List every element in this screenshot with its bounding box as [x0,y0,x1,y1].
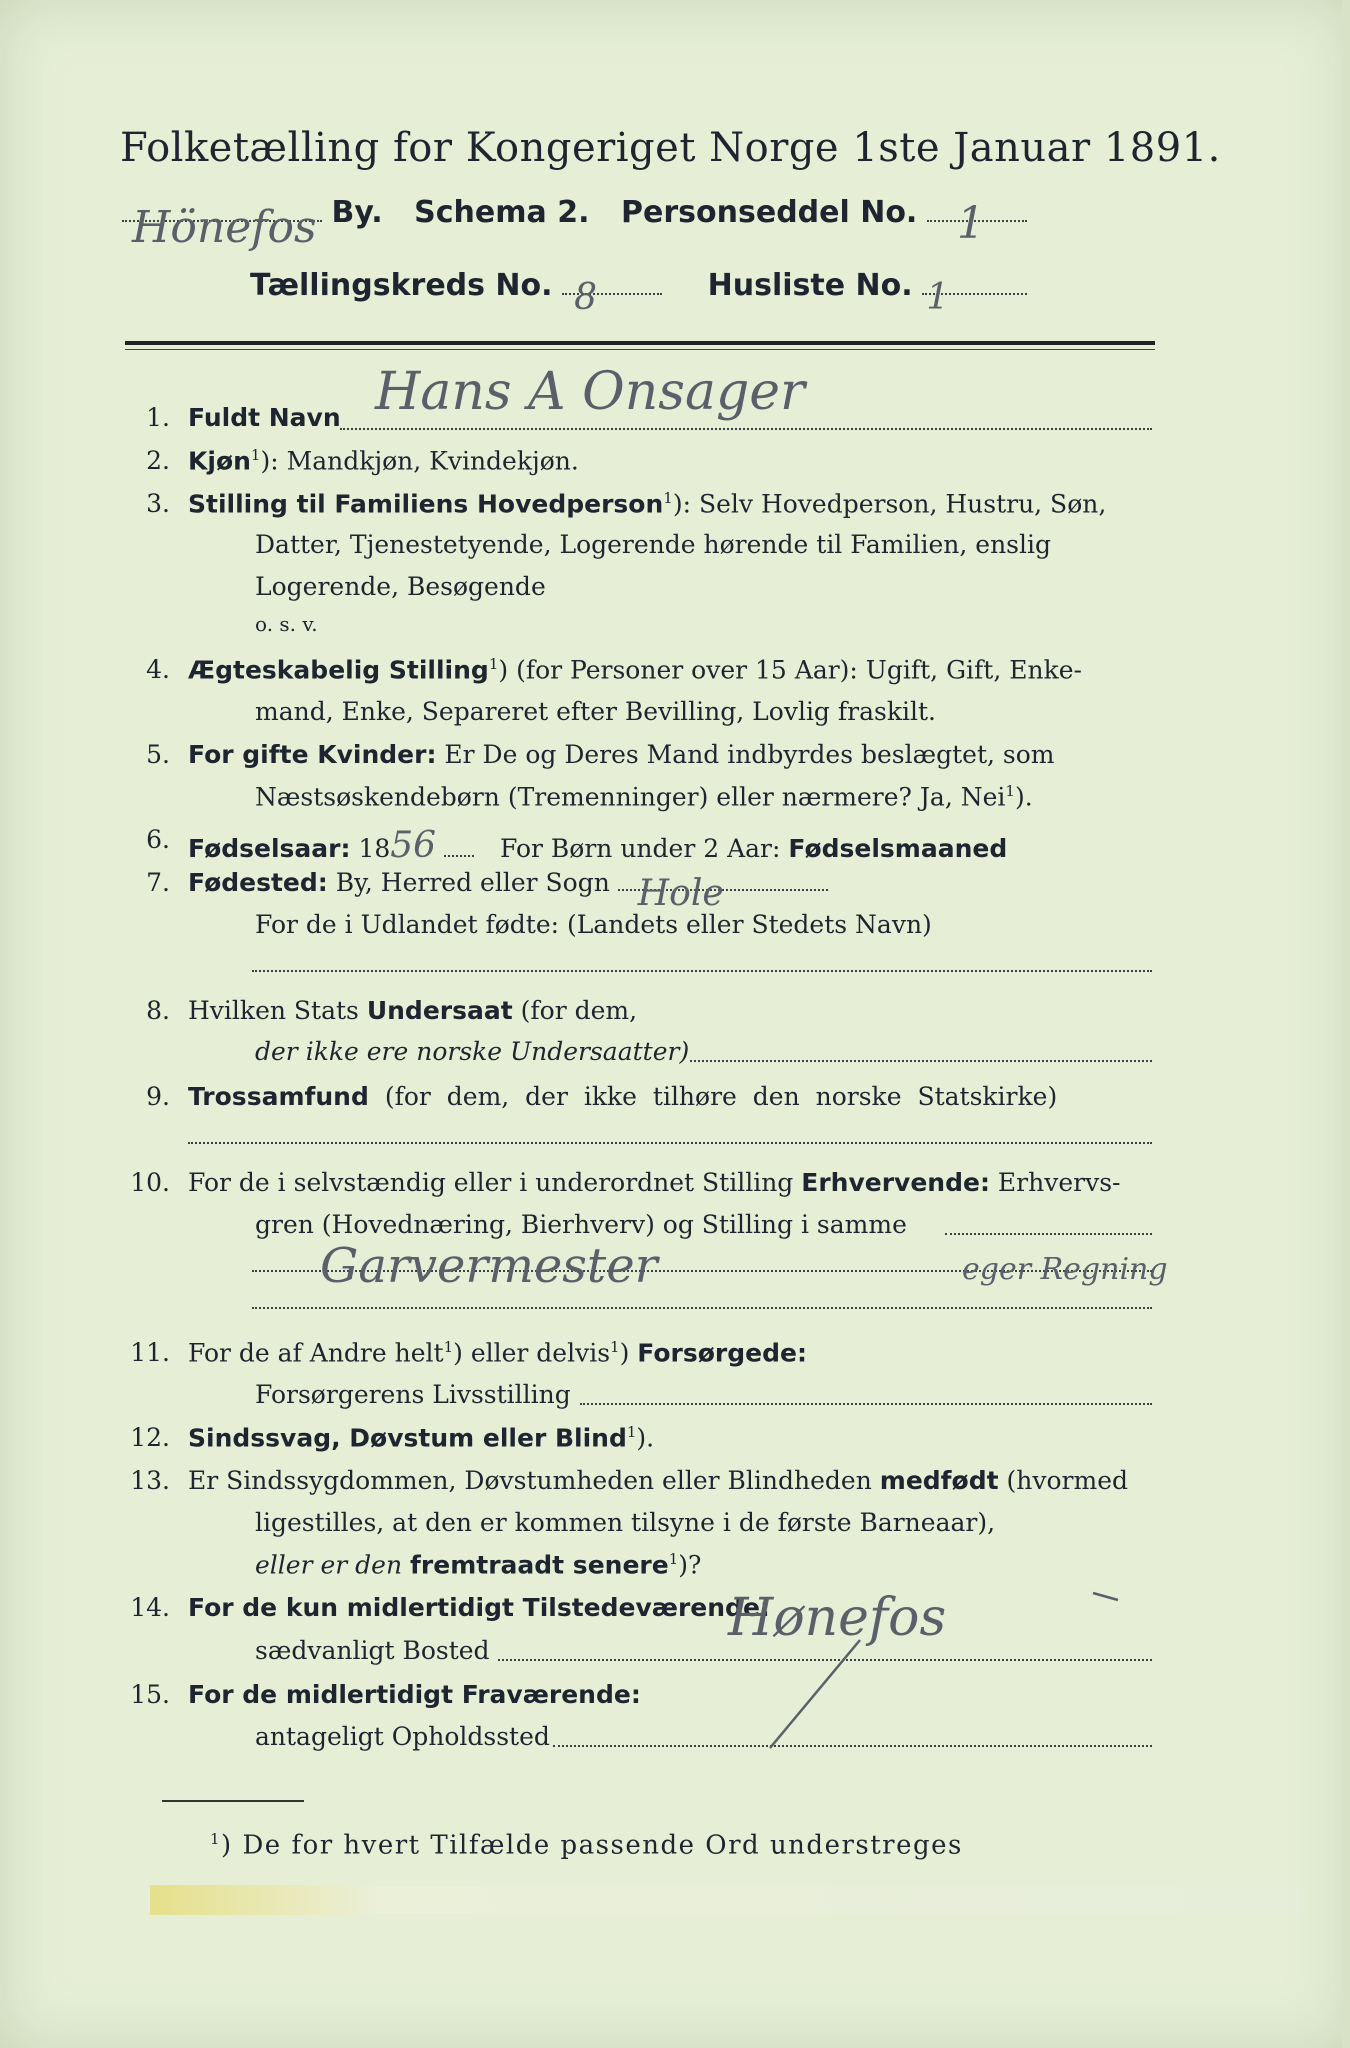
supported-text: For de af Andre helt [188,1338,444,1368]
congenital-text-5: )? [678,1550,702,1580]
sex-label: Kjøn [188,446,251,476]
birthplace-value: Hole [637,873,724,914]
occupation-value: Garvermester [320,1238,658,1294]
religion-text: (for dem, der ikke tilhøre den norske Statskirke) [384,1082,1058,1111]
personseddel-no: 1 [956,198,985,249]
taellingskreds-label: Tællingskreds No. [250,268,553,303]
birthplace-abroad: For de i Udlandet fødte: (Landets eller Stedets Navn) [255,910,932,939]
birth-month-label: Fødselsmaaned [788,834,1008,863]
husliste-no: 1 [926,277,950,318]
congenital-text-4: eller er den [255,1550,403,1580]
item-4-line: Ægteskabelig Stilling$^1$) (for Personer over 15 Aar): Ugift, Gift, Enke- [188,655,1082,685]
congenital-text-2: (hvormed [1006,1466,1129,1495]
married-women-label: For gifte Kvinder: [188,740,437,769]
item-3-number: 3. [146,489,170,518]
footnote-rule [162,1800,304,1802]
occupation-text: For de i selvstændig eller i underordnet Stilling [188,1168,794,1197]
tape-strip [150,1885,1300,1915]
occupation-label: Erhvervende: [801,1168,990,1197]
form-title: Folketælling for Kongeriget Norge 1ste Januar 1891. [120,125,1221,171]
footnote-text: ) De for hvert Tilfælde passende Ord understreges [221,1830,963,1861]
full-name-value: Hans A Onsager [375,362,805,422]
item-15-number: 15. [130,1680,170,1709]
sex-options: ): Mandkjøn, Kvindekjøn. [260,446,579,476]
citizenship-label: Undersaat [366,996,513,1025]
birth-year-label: Fødselsaar: [188,834,351,863]
birthplace-label: Fødested: [188,868,328,897]
temporary-present-label: For de kun midlertidigt Tilstedeværende: [188,1593,770,1622]
temporary-absent-label: For de midlertidigt Fraværende: [188,1680,641,1709]
occupation-text-2: Erhvervs- [997,1168,1121,1197]
citizenship-text-2: (for dem, [520,996,638,1025]
full-name-label: Fuldt Navn [188,403,341,432]
schema-label: Schema 2. [414,195,590,230]
congenital-line-4: eller er den fremtraadt senere$^1$)? [255,1550,702,1580]
supporter-occupation-label: Forsørgerens Livsstilling [255,1380,571,1409]
item-11-line: For de af Andre helt$^1$) eller delvis$^1$) Forsørgede: [188,1338,807,1368]
married-women-question-2-text: Næstsøskendebørn (Tremenninger) eller nærmere? Ja, Nei [255,782,1006,812]
supported-label: Forsørgede: [637,1338,807,1368]
birth-year-prefix: 18 [358,834,391,863]
item-10-number: 10. [130,1168,170,1197]
item-2-number: 2. [146,446,170,475]
citizenship-text-3: der ikke ere norske Undersaatter) [255,1037,690,1066]
occupation-text-3: gren (Hovednæring, Bierhverv) og Stilling i samme [255,1210,907,1239]
accent-stroke [1093,1593,1118,1600]
marital-status-options: ) (for Personer over 15 Aar): Ugift, Gift, Enke- [498,655,1082,685]
husliste-label: Husliste No. [707,268,913,303]
family-position-options-2: Datter, Tjenestetyende, Logerende hørende til Familien, enslig [255,530,1052,559]
item-2-line: Kjøn$^1$): Mandkjøn, Kvindekjøn. [188,446,579,476]
married-women-question: Er De og Deres Mand indbyrdes beslægtet, som [444,740,1055,769]
item-13-number: 13. [130,1466,170,1495]
item-6-number: 6. [146,825,170,854]
usual-residence-value: Hønefos [728,1588,947,1648]
religion-label: Trossamfund [188,1082,369,1111]
item-7-number: 7. [146,868,170,897]
birth-month-note: For Børn under 2 Aar: [499,834,781,863]
supported-text-2: ) eller delvis [453,1338,611,1368]
item-1-number: 1. [146,403,170,432]
family-position-options-3: Logerende, Besøgende [255,572,546,601]
family-position-label: Stilling til Familiens Hovedperson [188,489,664,519]
married-women-question-2: Næstsøskendebørn (Tremenninger) eller nærmere? Ja, Nei$^1$). [255,782,1033,812]
item-5-number: 5. [146,740,170,769]
congenital-text: Er Sindssygdommen, Døvstumheden eller Blindheden [188,1466,872,1495]
item-12-line: Sindssvag, Døvstum eller Blind$^1$). [188,1423,655,1453]
item-4-number: 4. [146,655,170,684]
family-position-options: ): Selv Hovedperson, Hustru, Søn, [672,489,1107,519]
item-11-number: 11. [130,1338,170,1367]
footnote [210,1830,963,1861]
item-3-line: Stilling til Familiens Hovedperson$^1$): Selv Hovedperson, Hustru, Søn, [188,489,1107,519]
item-14-number: 14. [130,1593,170,1622]
citizenship-text: Hvilken Stats [188,996,359,1025]
item-9-number: 9. [146,1082,170,1111]
probable-residence-label: antageligt Opholdssted [255,1722,550,1751]
marital-status-label: Ægteskabelig Stilling [188,655,489,685]
congenital-label: medfødt [879,1466,999,1495]
taellingskreds-no: 8 [574,277,598,318]
congenital-text-3: ligestilles, at den er kommen tilsyne i de første Barneaar), [255,1508,996,1537]
personseddel-label: Personseddel No. [621,195,918,230]
item-12-number: 12. [130,1423,170,1452]
disability-text: ). [636,1423,655,1453]
usual-residence-label: sædvanligt Bosted [255,1636,490,1665]
birth-year-value: 56 [390,825,437,866]
item-8-number: 8. [146,996,170,1025]
dash-stroke [770,1640,860,1748]
occupation-value-2: eger Regning [962,1252,1168,1287]
by-handwritten: Hönefos [132,202,317,253]
family-position-options-4: o. s. v. [255,612,318,636]
later-onset-label: fremtraadt senere [410,1550,669,1580]
birthplace-options: By, Herred eller Sogn [335,868,610,897]
by-label: By. [331,195,383,230]
marital-status-options-2: mand, Enke, Separeret efter Bevilling, Lovlig fraskilt. [255,697,936,726]
disability-label: Sindssvag, Døvstum eller Blind [188,1423,627,1453]
footnote-marker: 1 [210,1830,222,1848]
